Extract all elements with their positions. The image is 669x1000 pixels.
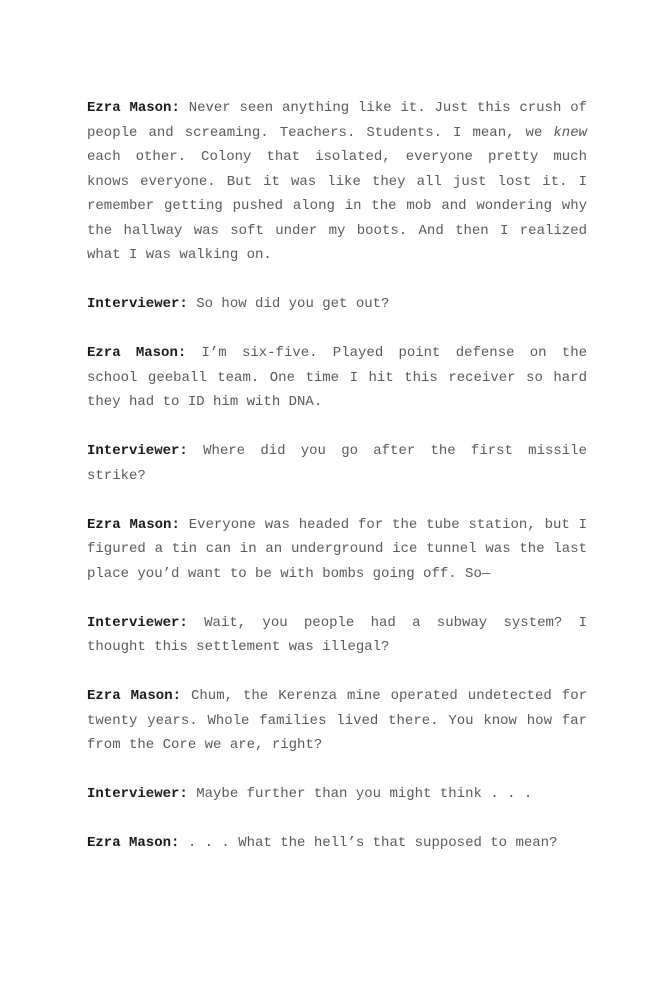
speaker-name: Interviewer: <box>87 614 188 631</box>
transcript-entry <box>87 831 587 856</box>
spoken-text: Where did you go after the first missile strike? <box>87 443 587 484</box>
spoken-text: . . . What the hell’s that supposed to mean? <box>179 835 558 851</box>
speaker-name: Ezra Mason: <box>87 100 180 116</box>
spoken-text: Everyone was headed for the tube station, but I figured a tin can in an underground ice tunnel was the last place you’d want to be with bombs going off. So— <box>87 516 588 582</box>
speaker-name: Interviewer: <box>87 443 188 459</box>
spoken-text: each other. Colony that isolated, everyone pretty much knows everyone. But it was like they all just lost it. I remember getting pushed along in the mob and wondering why the hallway was soft under my boots. And then I realized what I was walking on. <box>87 149 587 263</box>
speaker-name: Interviewer: <box>87 786 188 802</box>
speaker-name: Ezra Mason: <box>87 345 187 361</box>
spoken-text: Never seen anything like it. Just this crush of people and screaming. Teachers. Students. I mean, we <box>87 100 588 141</box>
speaker-name: Ezra Mason: <box>87 835 180 851</box>
speaker-name: Interviewer: <box>87 296 188 312</box>
spoken-text: I’m six-five. Played point defense on the school geeball team. One time I hit this receiver so hard they had to ID him with DNA. <box>87 345 588 410</box>
speaker-name: Ezra Mason: <box>87 516 180 533</box>
transcript-entry <box>87 439 587 488</box>
transcript-entry <box>87 782 587 807</box>
transcript-entry <box>87 96 587 268</box>
spoken-text: Maybe further than you might think . . . <box>187 786 533 802</box>
transcript-entry <box>87 341 587 415</box>
transcript-entry <box>87 611 587 660</box>
emphasized-text: knew <box>553 124 587 141</box>
speaker-name: Ezra Mason: <box>87 688 182 704</box>
spoken-text: Chum, the Kerenza mine operated undetected for twenty years. Whole families lived there. You know how far from the Core we are, right? <box>87 688 587 753</box>
transcript-entry <box>87 513 587 587</box>
transcript-entry <box>87 292 587 317</box>
interview-transcript <box>87 96 587 880</box>
spoken-text: So how did you get out? <box>187 296 390 312</box>
transcript-entry <box>87 684 587 758</box>
spoken-text: Wait, you people had a subway system? I thought this settlement was illegal? <box>87 614 587 655</box>
